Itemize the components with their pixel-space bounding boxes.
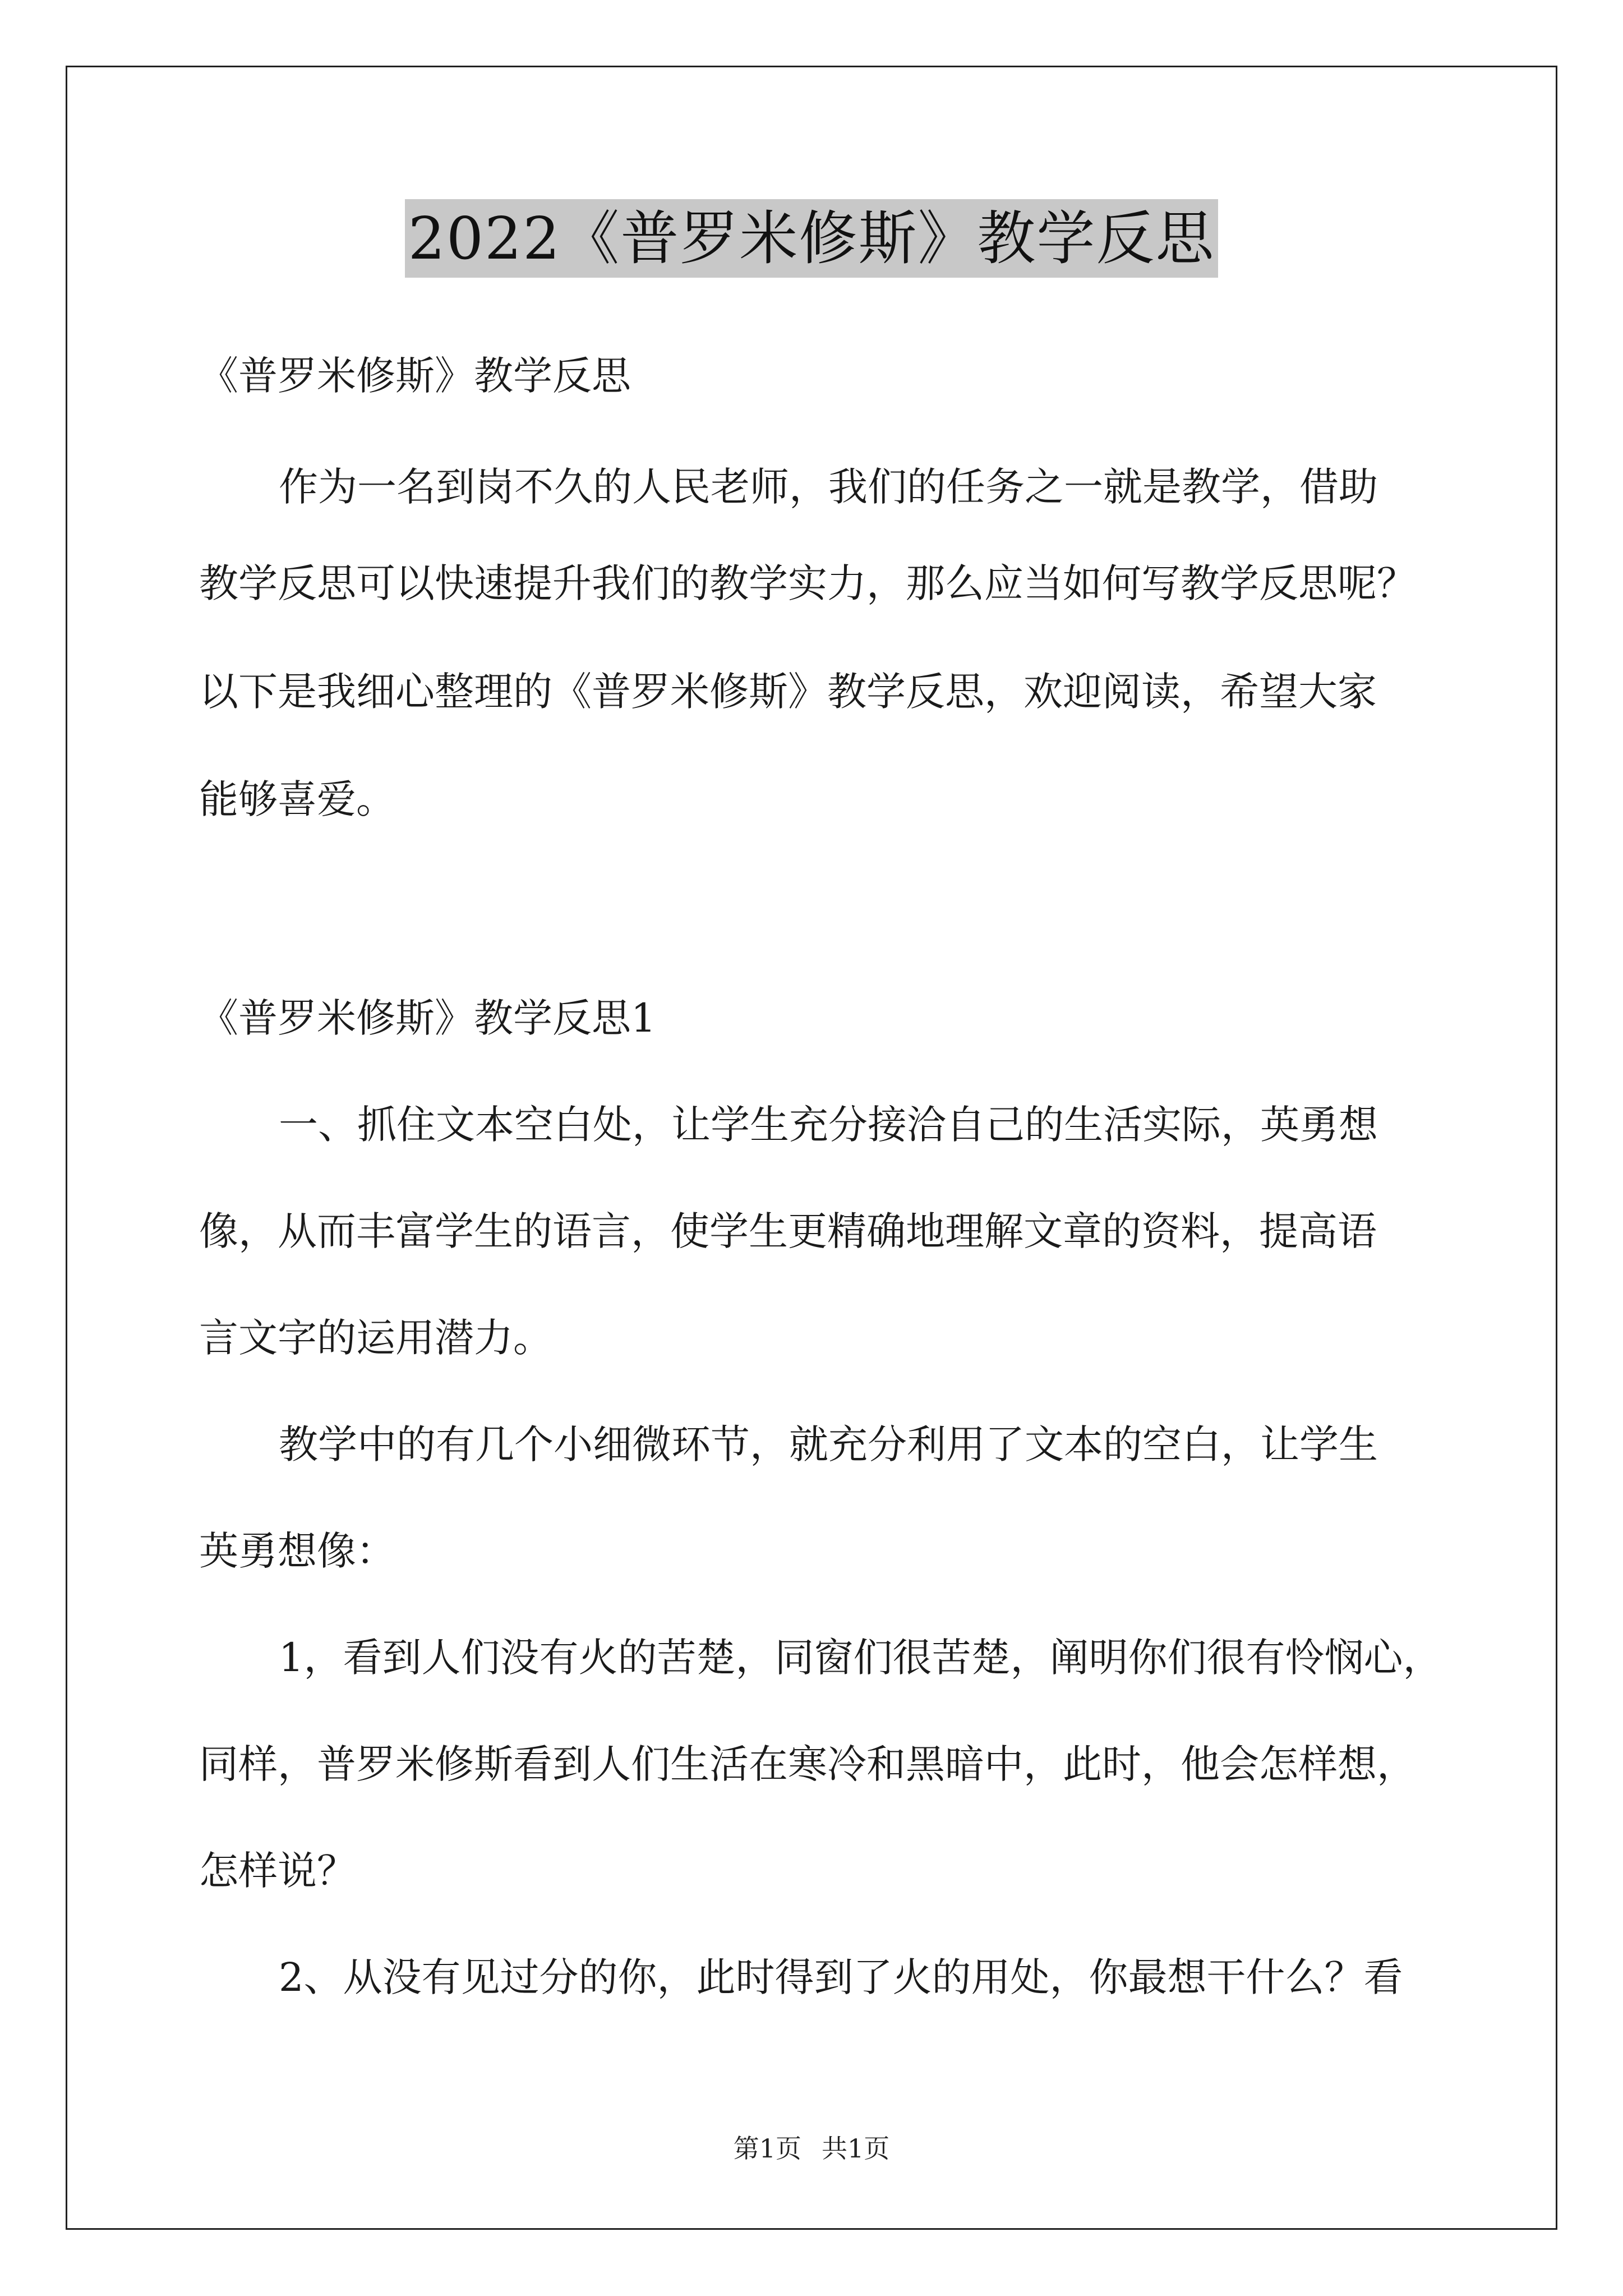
paragraph-line: 一、抓住文本空白处，让学生充分接洽自己的生活实际，英勇想 xyxy=(279,1102,1378,1148)
section-heading: 《普罗米修斯》教学反思 xyxy=(199,353,631,399)
paragraph-line: 1，看到人们没有火的苦楚，同窗们很苦楚，阐明你们很有怜悯心， xyxy=(279,1635,1442,1681)
section-heading: 《普罗米修斯》教学反思1 xyxy=(199,995,656,1041)
paragraph-line: 像，从而丰富学生的语言，使学生更精确地理解文章的资料，提高语 xyxy=(199,1208,1377,1254)
paragraph-line: 以下是我细心整理的《普罗米修斯》教学反思，欢迎阅读，希望大家 xyxy=(199,669,1377,715)
paragraph-line: 能够喜爱。 xyxy=(199,776,395,822)
paragraph-line: 言文字的运用潜力。 xyxy=(199,1315,552,1361)
page-footer xyxy=(0,2132,1623,2165)
paragraph-line: 教学反思可以快速提升我们的教学实力，那么应当如何写教学反思呢？ xyxy=(199,560,1416,606)
paragraph-line: 同样，普罗米修斯看到人们生活在寒冷和黑暗中，此时，他会怎样想， xyxy=(199,1741,1416,1787)
title-wrap xyxy=(0,199,1623,278)
paragraph-line: 英勇想像： xyxy=(199,1528,395,1574)
document-title: 2022《普罗米修斯》教学反思 xyxy=(405,199,1219,278)
paragraph-line: 2、从没有见过分的你，此时得到了火的用处，你最想干什么？看 xyxy=(279,1954,1403,2000)
paragraph-line: 作为一名到岗不久的人民老师，我们的任务之一就是教学，借助 xyxy=(279,464,1378,510)
page-number: 第1页 xyxy=(733,2133,801,2164)
paragraph-line: 教学中的有几个小细微环节，就充分利用了文本的空白，让学生 xyxy=(279,1421,1378,1467)
paragraph-line: 怎样说？ xyxy=(199,1848,356,1894)
page-total: 共1页 xyxy=(822,2133,890,2164)
